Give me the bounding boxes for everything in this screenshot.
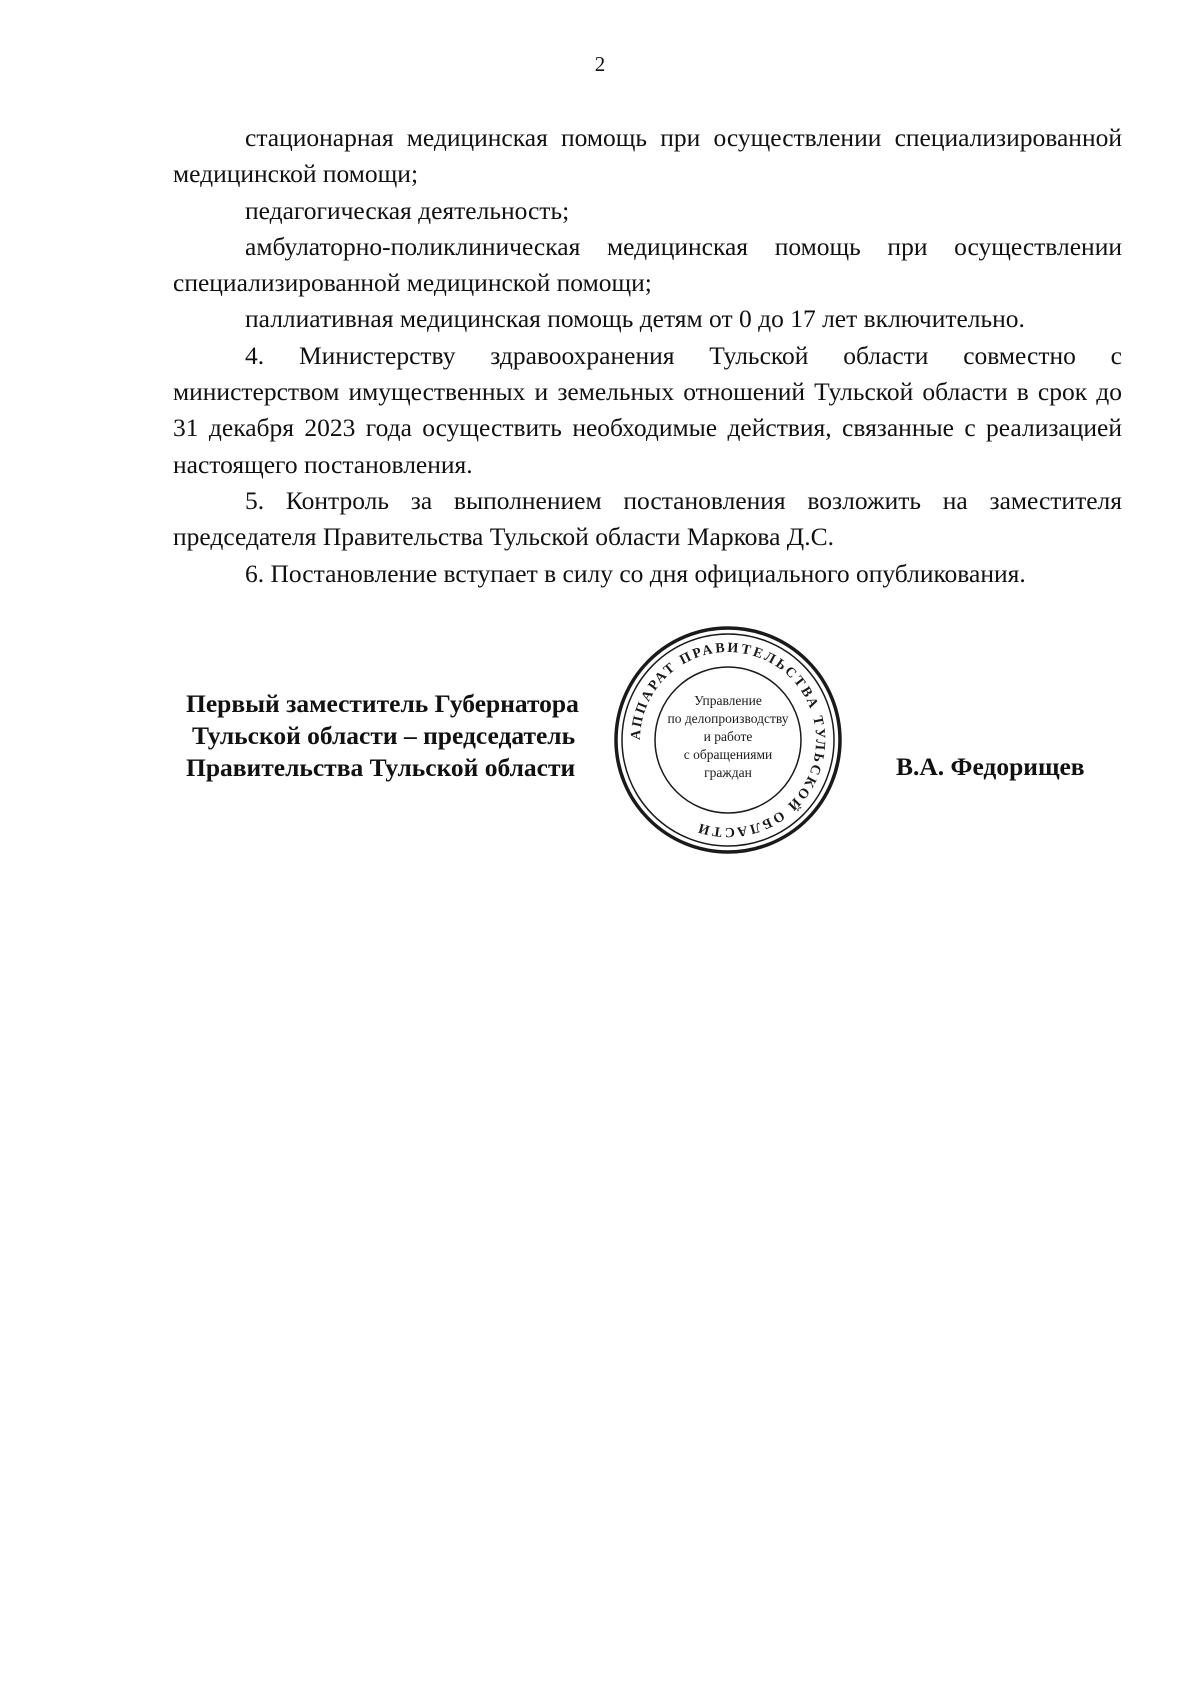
stamp-center-line: с обращениями [683, 747, 773, 762]
stamp-center-line: граждан [704, 765, 752, 780]
stamp-center-line: по делопроизводству [667, 711, 789, 726]
official-stamp [610, 622, 846, 858]
paragraph-outpatient-care: амбулаторно-поликлиническая медицинская помощь при осуществлении специализированной медицинской помощи; [173, 231, 1122, 298]
signature-title-line-1: Первый заместитель Губернатора [186, 689, 579, 718]
stamp-center-line: Управление [694, 693, 762, 708]
stamp-center-text [610, 692, 846, 782]
document-body [173, 120, 1122, 592]
stamp-center-line: и работе [703, 729, 753, 744]
paragraph-item-6: 6. Постановление вступает в силу со дня официального опубликования. [245, 558, 1026, 588]
paragraph-palliative-care: паллиативная медицинская помощь детям от 0 до 17 лет включительно. [245, 304, 1025, 334]
page-number: 2 [594, 52, 606, 76]
signature-title-line-2: Тульской области – председатель [192, 721, 576, 750]
paragraph-inpatient-care: стационарная медицинская помощь при осуществлении специализированной медицинской помощи; [173, 123, 1122, 189]
paragraph-pedagogical: педагогическая деятельность; [245, 195, 570, 225]
paragraph-item-4: 4. Министерству здравоохранения Тульской области совместно с министерством имущественных и земельных отношений Тульской области в срок до 31 декабря 2023 года осуществить необходимые действия, связанные с реализацией настоящего постановления. [173, 340, 1122, 479]
stamp-ring-text: АППАРАТ ПРАВИТЕЛЬСТВА ТУЛЬСКОЙ ОБЛАСТИ [628, 640, 828, 840]
signature-title-line-3: Правительства Тульской области [186, 753, 576, 782]
signature-block [186, 688, 579, 784]
paragraph-item-5: 5. Контроль за выполнением постановления возложить на заместителя председателя Правительства Тульской области Маркова Д.С. [173, 485, 1122, 552]
signer-name: В.А. Федорищев [896, 752, 1085, 781]
